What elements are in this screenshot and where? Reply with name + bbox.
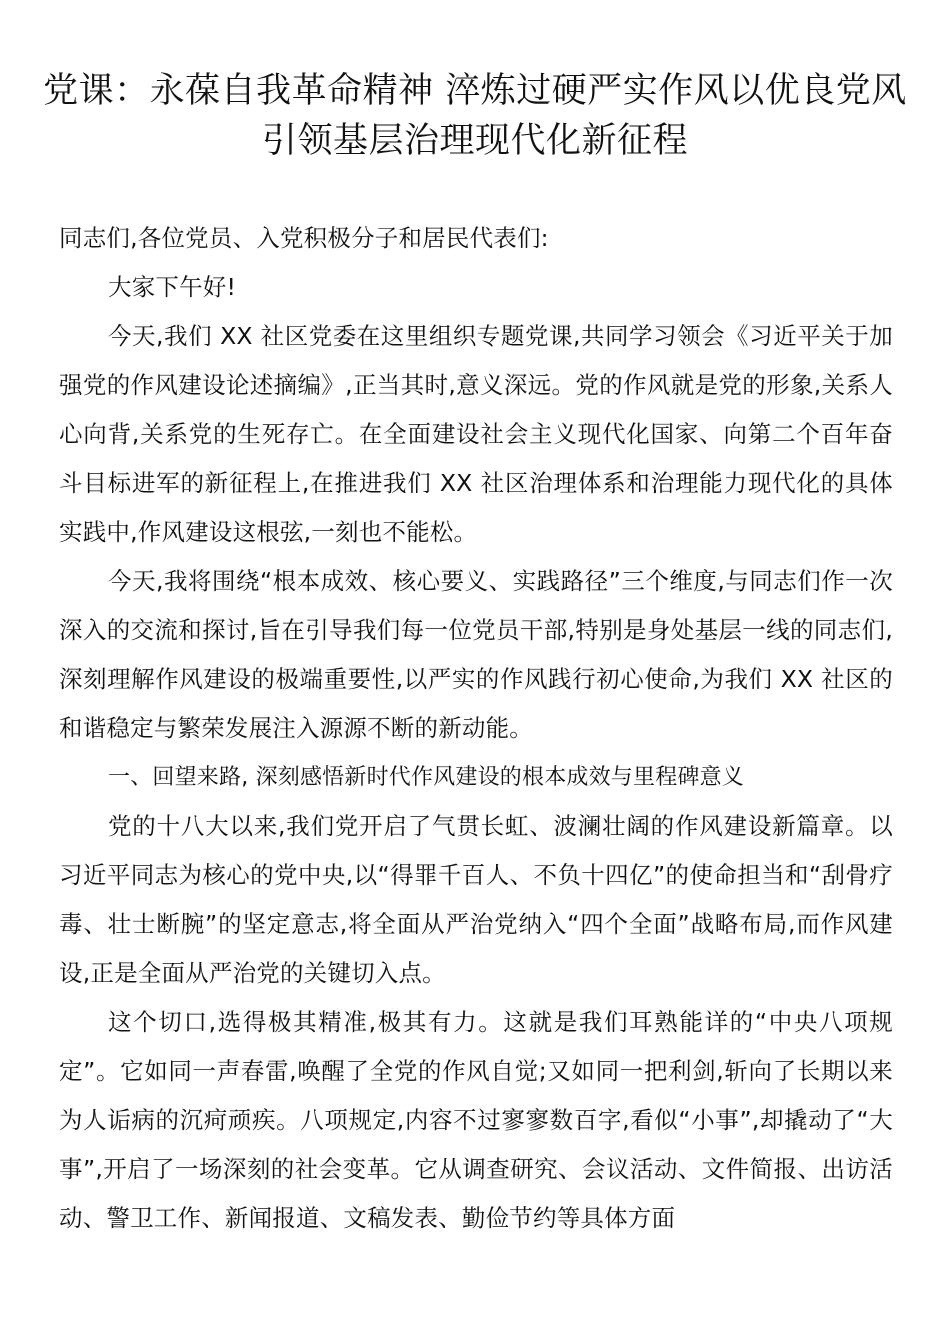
- greeting: 大家下午好!: [108, 273, 237, 301]
- paragraph: 今天,我们 XX 社区党委在这里组织专题党课,共同学习领会《习近平关于加强党的作风建设论述摘编》,正当其时,意义深远。党的作风就是党的形象,关系人心向背,关系党的生死存亡。在全面建设社会主义现代化国家、向第二个百年奋斗目标进军的新征程上,在推进我们 XX 社区治理体系和治理能力现代化的具体实践中,作风建设这根弦,一刻也不能松。: [59, 322, 893, 546]
- document-title: 党课：永葆自我革命精神 淬炼过硬严实作风以优良党风引领基层治理现代化新征程: [43, 71, 907, 161]
- document-body: [59, 214, 893, 1243]
- paragraph: 这个切口,选得极其精准,极其有力。这就是我们耳熟能详的“中央八项规定”。它如同一声春雷,唤醒了全党的作风自觉;又如同一把利剑,斩向了长期以来为人诟病的沉疴顽疾。八项规定,内容不过寥寥数百字,看似“小事”,却撬动了“大事”,开启了一场深刻的社会变革。它从调查研究、会议活动、文件简报、出访活动、警卫工作、新闻报道、文稿发表、勤俭节约等具体方面: [59, 1008, 893, 1232]
- salutation: 同志们,各位党员、入党积极分子和居民代表们:: [59, 224, 549, 252]
- section-heading: 一、回望来路, 深刻感悟新时代作风建设的根本成效与里程碑意义: [108, 765, 744, 790]
- paragraph: 今天,我将围绕“根本成效、核心要义、实践路径”三个维度,与同志们作一次深入的交流和探讨,旨在引导我们每一位党员干部,特别是身处基层一线的同志们,深刻理解作风建设的极端重要性,以严实的作风践行初心使命,为我们 XX 社区的和谐稳定与繁荣发展注入源源不断的新动能。: [59, 567, 893, 742]
- paragraph: 党的十八大以来,我们党开启了气贯长虹、波澜壮阔的作风建设新篇章。以习近平同志为核心的党中央,以“得罪千百人、不负十四亿”的使命担当和“刮骨疗毒、壮士断腕”的坚定意志,将全面从严治党纳入“四个全面”战略布局,而作风建设,正是全面从严治党的关键切入点。: [59, 812, 893, 987]
